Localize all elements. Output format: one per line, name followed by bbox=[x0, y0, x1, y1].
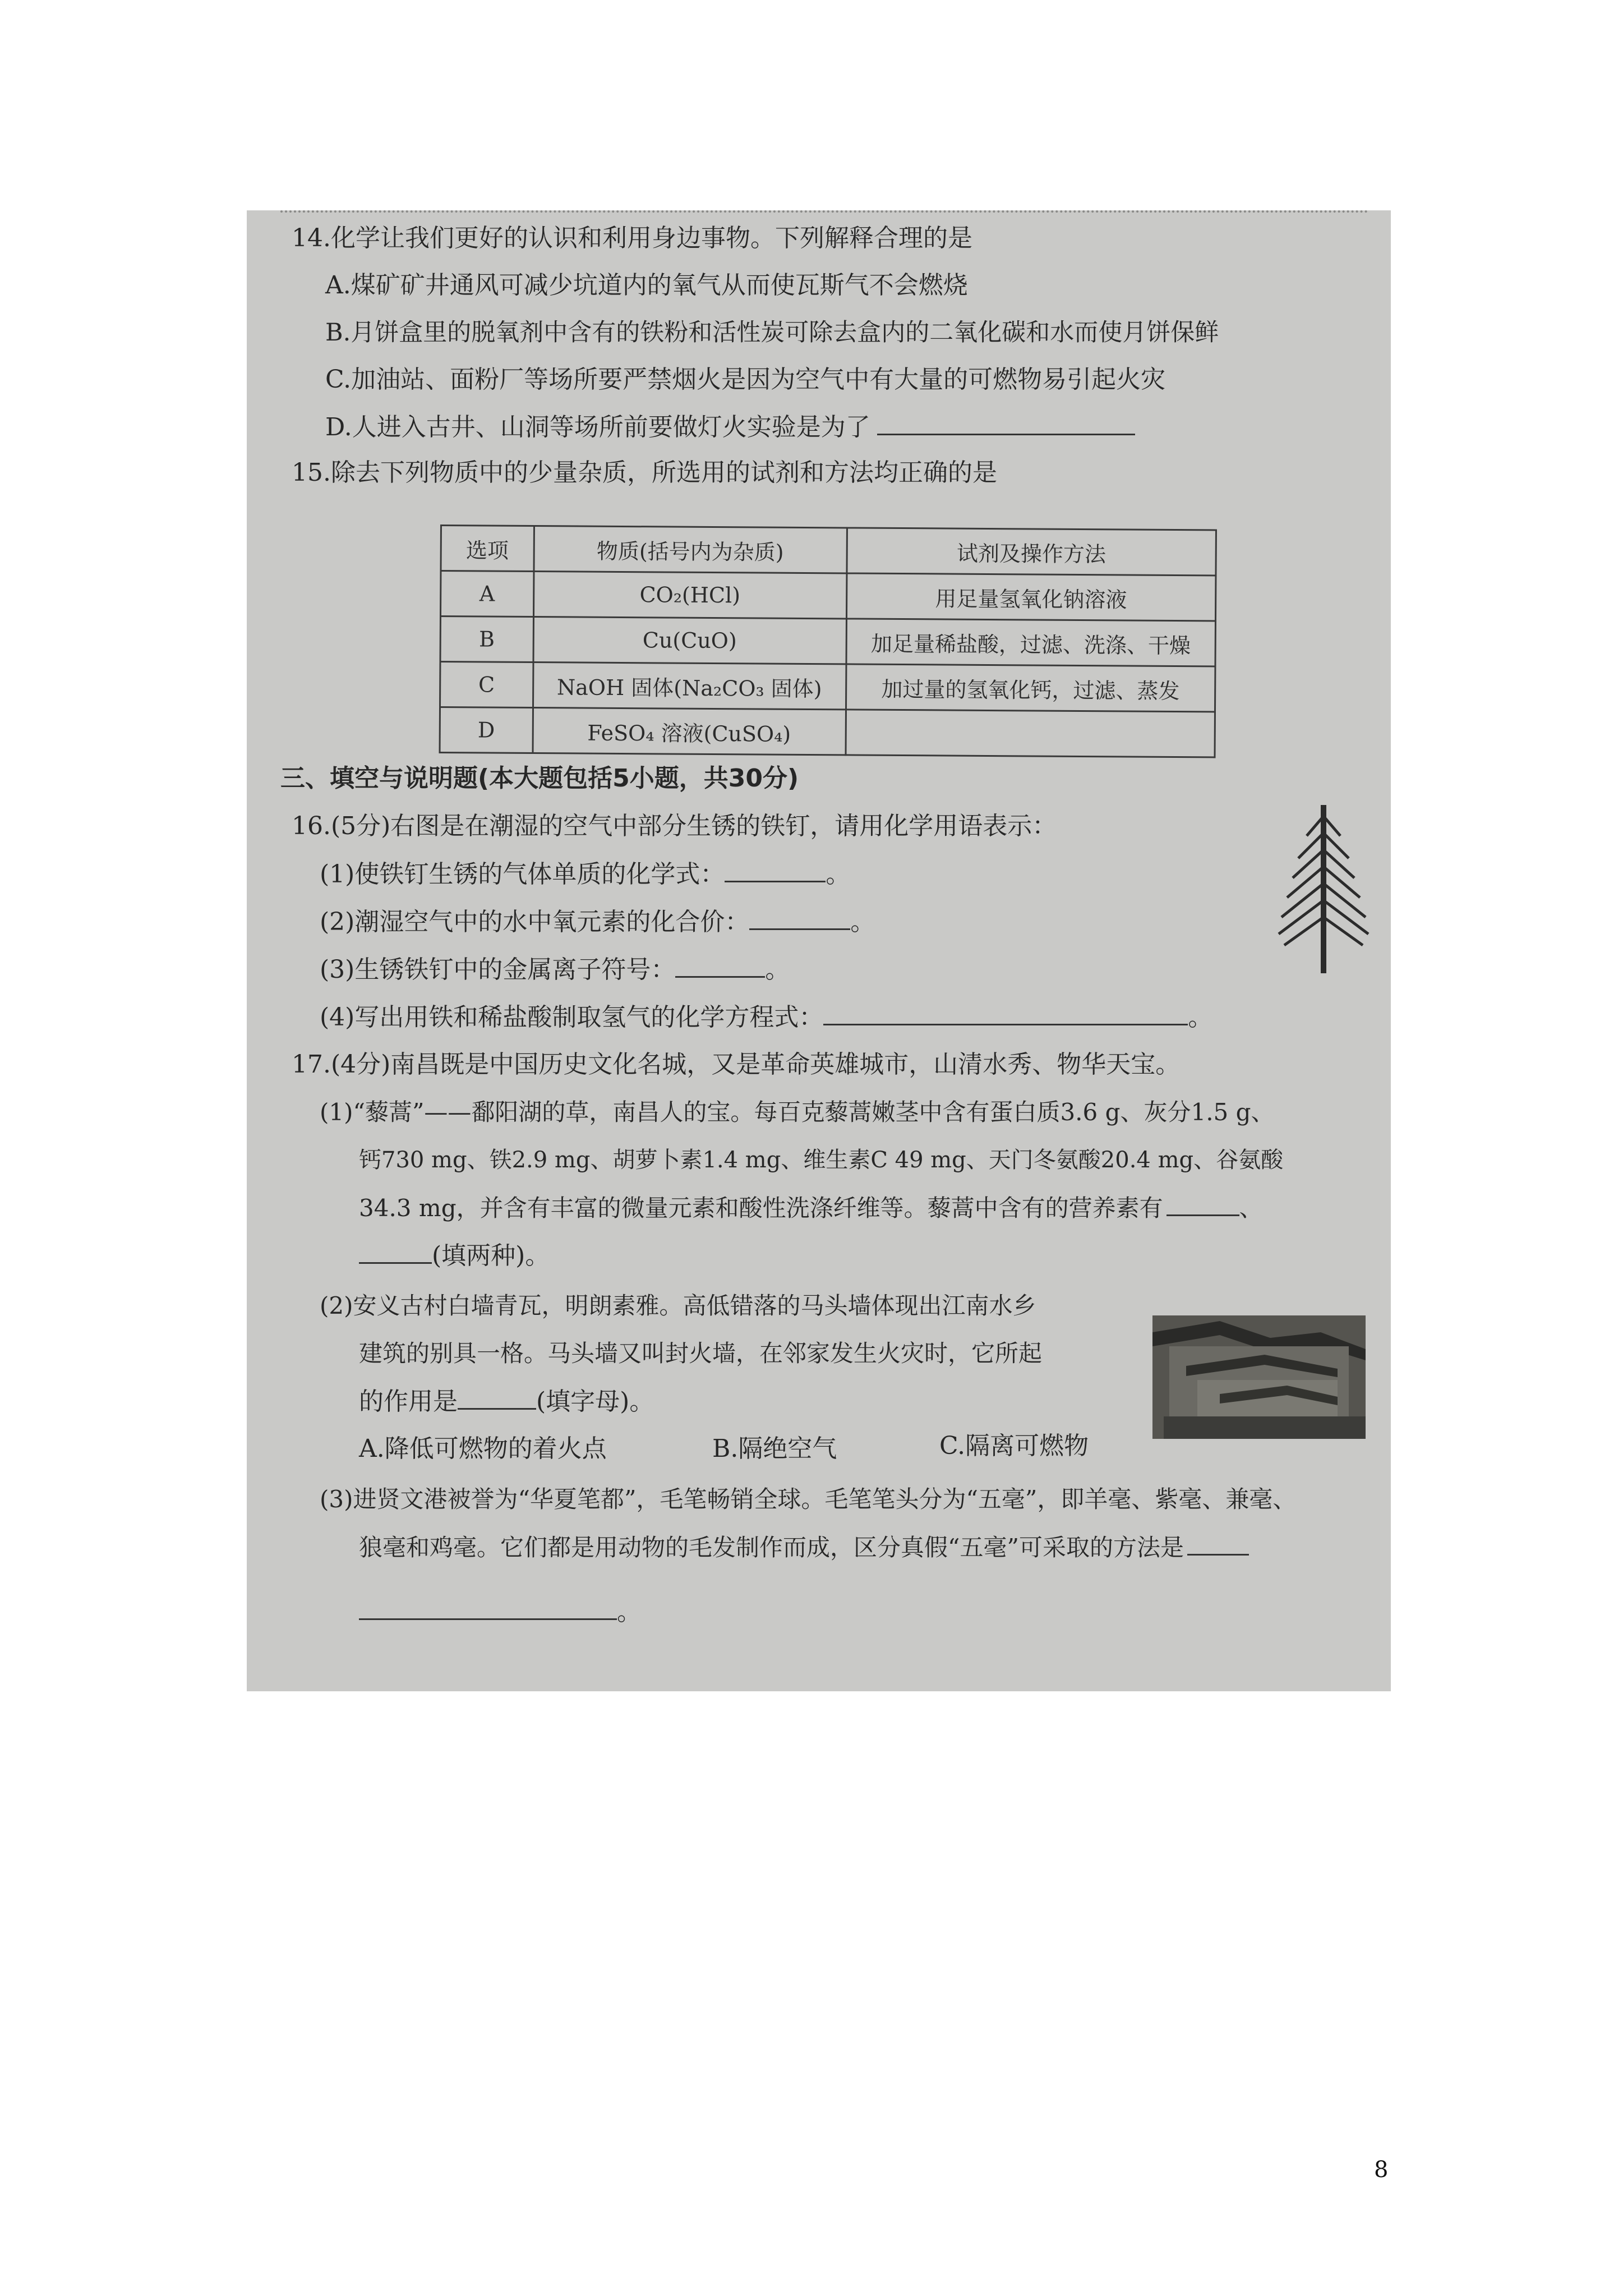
rusty-nail-figure bbox=[1273, 805, 1374, 973]
q16-part2 bbox=[320, 906, 875, 938]
page-number: 8 bbox=[1374, 2157, 1389, 2183]
q17-part3-line2 bbox=[359, 1531, 1249, 1563]
q17-part2-option-a: A.降低可燃物的着火点 bbox=[359, 1434, 607, 1463]
table-row bbox=[441, 571, 1216, 621]
table-row bbox=[440, 662, 1215, 712]
q17-part1-line4-text: (填两种)。 bbox=[432, 1241, 550, 1270]
table-cell-option: A bbox=[441, 571, 534, 617]
q14-stem: 14.化学让我们更好的认识和利用身边事物。下列解释合理的是 bbox=[292, 224, 972, 252]
q17-part3-end: 。 bbox=[617, 1598, 642, 1626]
q17-part3-line1: (3)进贤文港被誉为“华夏笔都”，毛笔畅销全球。毛笔笔头分为“五毫”，即羊毫、紫毫、兼毫、 bbox=[320, 1485, 1297, 1513]
q17-part3-blank-b bbox=[359, 1596, 617, 1620]
q17-part1-line3 bbox=[359, 1192, 1263, 1224]
q16-part2-text: (2)潮湿空气中的水中氧元素的化合价： bbox=[320, 908, 750, 936]
table-row bbox=[440, 616, 1215, 666]
q15-options-table bbox=[439, 524, 1217, 758]
table-cell-substance: NaOH 固体(Na₂CO₃ 固体) bbox=[533, 662, 846, 710]
q14-option-d bbox=[325, 411, 1135, 443]
section-heading: 三、填空与说明题(本大题包括5小题，共30分) bbox=[280, 764, 799, 793]
table-cell-substance: CO₂(HCl) bbox=[533, 572, 846, 619]
table-header-row bbox=[441, 526, 1216, 576]
q14-option-d-text: D.人进入古井、山洞等场所前要做灯火实验是为了 bbox=[325, 413, 870, 441]
q14-answer-blank bbox=[877, 411, 1135, 435]
q17-part2-line2: 建筑的别具一格。马头墙又叫封火墙，在邻家发生火灾时，它所起 bbox=[359, 1340, 1043, 1367]
q16-part1-end: 。 bbox=[826, 860, 851, 889]
q16-part2-end: 。 bbox=[850, 908, 875, 936]
q15-stem: 15.除去下列物质中的少量杂质，所选用的试剂和方法均正确的是 bbox=[292, 458, 997, 487]
q17-part3-blank-a bbox=[1187, 1531, 1249, 1556]
q16-part1 bbox=[320, 858, 850, 890]
q16-part3-end: 。 bbox=[765, 955, 790, 984]
q17-stem: 17.(4分)南昌既是中国历史文化名城，又是革命英雄城市，山清水秀、物华天宝。 bbox=[292, 1050, 1181, 1079]
table-row bbox=[440, 707, 1215, 757]
q14-option-b: B.月饼盒里的脱氧剂中含有的铁粉和活性炭可除去盒内的二氧化碳和水而使月饼保鲜 bbox=[325, 319, 1219, 347]
q14-option-c: C.加油站、面粉厂等场所要严禁烟火是因为空气中有大量的可燃物易引起火灾 bbox=[325, 365, 1166, 394]
table-cell-method: 加足量稀盐酸，过滤、洗涤、干燥 bbox=[846, 619, 1215, 666]
table-cell-option: B bbox=[440, 616, 533, 662]
q17-part1-line2: 钙730 mg、铁2.9 mg、胡萝卜素1.4 mg、维生素C 49 mg、天门冬氨酸20.4 mg、谷氨酸 bbox=[359, 1147, 1284, 1173]
table-header-substance: 物质(括号内为杂质) bbox=[534, 526, 847, 573]
table-cell-substance: FeSO₄ 溶液(CuSO₄) bbox=[533, 708, 846, 755]
q16-part1-blank bbox=[725, 858, 826, 882]
q16-stem: 16.(5分)右图是在潮湿的空气中部分生锈的铁钉，请用化学用语表示： bbox=[292, 812, 1057, 840]
table-cell-substance: Cu(CuO) bbox=[533, 617, 846, 664]
q17-part2-line3-b: (填字母)。 bbox=[536, 1387, 654, 1416]
q17-part2-option-c: C.隔离可燃物 bbox=[939, 1432, 1089, 1460]
table-cell-option: D bbox=[440, 707, 533, 753]
q14-option-a: A.煤矿矿井通风可减少坑道内的氧气从而使瓦斯气不会燃烧 bbox=[325, 271, 968, 300]
table-cell-method: 用足量氢氧化钠溶液 bbox=[846, 573, 1216, 621]
q17-part1-line4 bbox=[359, 1240, 550, 1272]
q17-part1-comma: 、 bbox=[1239, 1194, 1263, 1222]
scanned-exam-photo bbox=[247, 210, 1391, 1691]
table-cell-method: 加过量的氢氧化钙，过滤、蒸发 bbox=[846, 664, 1215, 712]
q17-part2-line3-a: 的作用是 bbox=[359, 1387, 458, 1416]
q16-part3 bbox=[320, 954, 790, 986]
q17-part1-line3-text: 34.3 mg，并含有丰富的微量元素和酸性洗涤纤维等。藜蒿中含有的营养素有 bbox=[359, 1194, 1163, 1222]
q17-part2-line1: (2)安义古村白墙青瓦，明朗素雅。高低错落的马头墙体现出江南水乡 bbox=[320, 1292, 1036, 1319]
q17-part2-option-b: B.隔绝空气 bbox=[712, 1434, 837, 1463]
q17-part3-line2-text: 狼毫和鸡毫。它们都是用动物的毛发制作而成，区分真假“五毫”可采取的方法是 bbox=[359, 1534, 1184, 1561]
q16-part4 bbox=[320, 1001, 1212, 1033]
table-cell-method bbox=[846, 710, 1215, 757]
q17-part2-line3 bbox=[359, 1386, 654, 1418]
q16-part2-blank bbox=[749, 906, 850, 930]
q17-part2-blank bbox=[458, 1386, 536, 1410]
q16-part3-text: (3)生锈铁钉中的金属离子符号： bbox=[320, 955, 676, 984]
top-dotted-rule bbox=[280, 210, 1368, 218]
q17-part1-line1: (1)“藜蒿”——鄱阳湖的草，南昌人的宝。每百克藜蒿嫩茎中含有蛋白质3.6 g、灰分1.5 g、 bbox=[320, 1098, 1275, 1126]
q16-part3-blank bbox=[675, 954, 765, 978]
table-cell-option: C bbox=[440, 662, 533, 708]
q16-part4-end: 。 bbox=[1188, 1003, 1213, 1032]
q17-part3-line3 bbox=[359, 1596, 642, 1628]
q17-nutrient-blank-1 bbox=[1166, 1192, 1239, 1216]
q16-part1-text: (1)使铁钉生锈的气体单质的化学式： bbox=[320, 860, 725, 889]
horse-head-wall-drawing bbox=[1152, 1315, 1366, 1439]
table-header-method: 试剂及操作方法 bbox=[846, 528, 1216, 576]
q16-part4-text: (4)写出用铁和稀盐酸制取氢气的化学方程式： bbox=[320, 1003, 824, 1032]
q16-part4-blank bbox=[823, 1001, 1188, 1025]
q17-nutrient-blank-2 bbox=[359, 1240, 432, 1264]
horse-head-wall-photo bbox=[1152, 1315, 1366, 1439]
table-header-option: 选项 bbox=[441, 526, 534, 572]
